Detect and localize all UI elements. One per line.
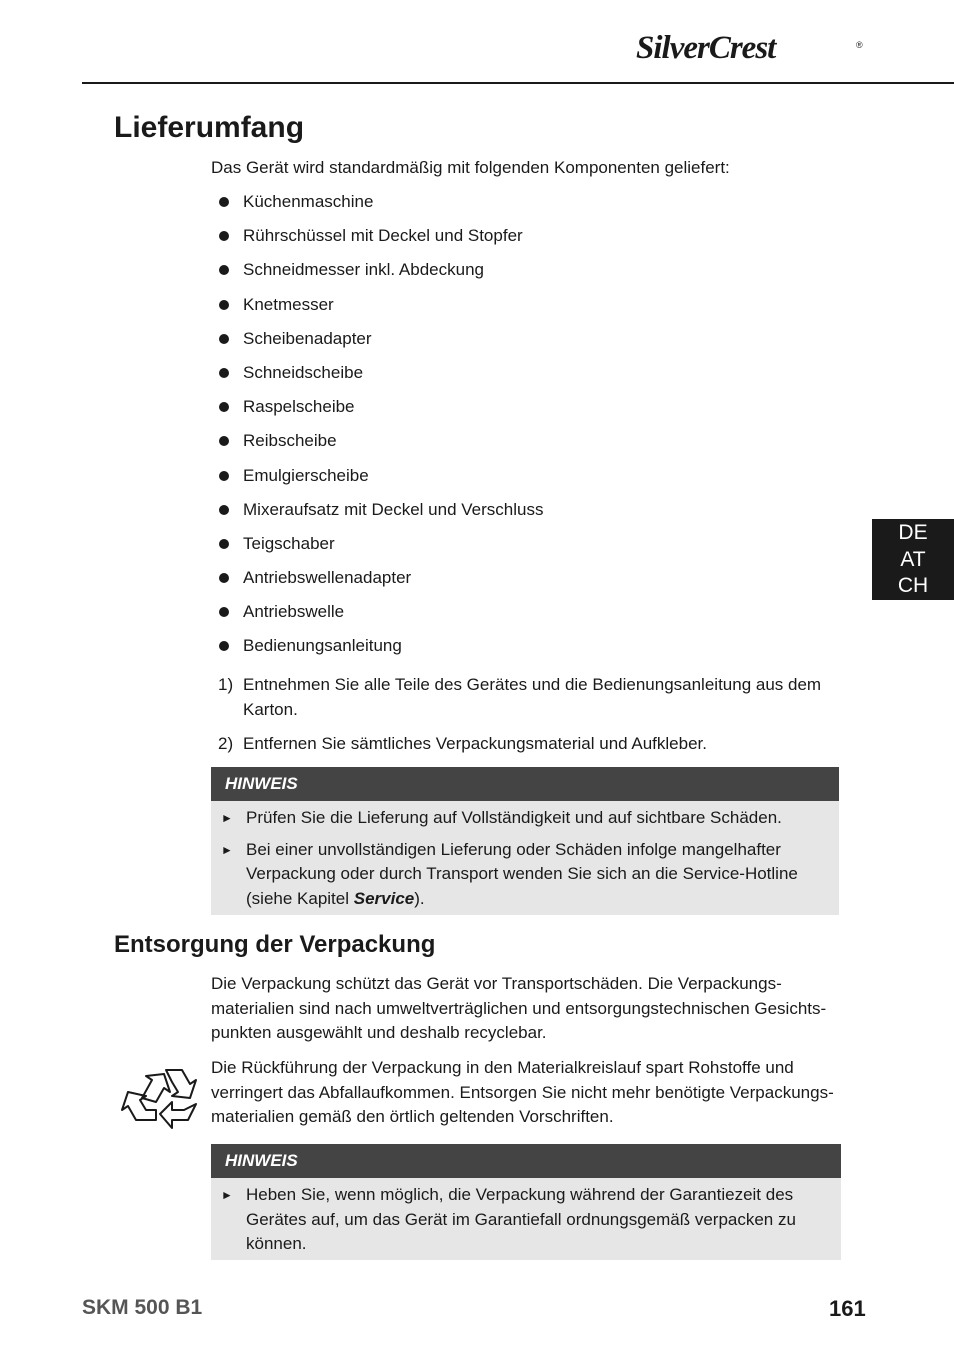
bullet-icon: [219, 436, 229, 446]
step-number: 1): [218, 675, 234, 694]
bullet-icon: [219, 300, 229, 310]
bullet-icon: [219, 265, 229, 275]
step-2: [218, 732, 858, 757]
bullet-icon: [219, 641, 229, 651]
step-text: Entfernen Sie sämtliches Verpackungsmaterial und Aufkleber.: [243, 734, 707, 753]
chapter-reference: Service: [353, 888, 415, 908]
note-box: [211, 767, 839, 915]
section-title-lieferumfang: Lieferumfang: [114, 111, 305, 144]
recycling-paragraph: Die Rückführung der Verpackung in den Materialkreislauf spart Rohstoffe und verringert das Abfallaufkommen. Entsorgen Sie nicht mehr benötigte Verpackungsmaterialien gemäß den örtlich geltenden Vorschriften.: [211, 1058, 834, 1126]
bullet-icon: [219, 231, 229, 241]
bullet-icon: [219, 402, 229, 412]
arrow-icon: ►: [221, 811, 233, 825]
bullet-icon: [219, 505, 229, 515]
note-box: [211, 1144, 841, 1260]
section-title-entsorgung: Entsorgung der Verpackung: [114, 931, 436, 958]
bullet-icon: [219, 539, 229, 549]
footer-model: SKM 500 B1: [82, 1296, 203, 1319]
note-item: ► Prüfen Sie die Lieferung auf Vollständigkeit und auf sichtbare Schäden.: [211, 806, 839, 831]
bullet-icon: [219, 573, 229, 583]
recycle-icon: [120, 1058, 204, 1138]
bullet-icon: [219, 197, 229, 207]
note-item: ► Heben Sie, wenn möglich, die Verpackung während der Garantiezeit des Gerätes auf, um das Gerät im Garantiefall ordnungsgemäß verpacken zu können.: [221, 1185, 796, 1253]
step-text: Entnehmen Sie alle Teile des Gerätes und die Bedienungsanleitung aus dem Karton.: [243, 675, 822, 719]
note-heading: HINWEIS: [211, 767, 839, 801]
step-number: 2): [218, 734, 234, 753]
brand-logo: SilverCrest: [636, 30, 776, 66]
bullet-icon: [219, 334, 229, 344]
note-item: ► Bei einer unvollständigen Lieferung oder Schäden infolge mangelhafter Verpackung oder durch Transport wenden Sie sich an die Service-Hotline (siehe Kapitel Service).: [221, 839, 798, 908]
note-heading: HINWEIS: [211, 1144, 841, 1178]
language-tab: [872, 519, 954, 600]
arrow-icon: ►: [221, 1188, 233, 1202]
page-number: 161: [829, 1296, 866, 1321]
step-1: [218, 673, 858, 723]
intro-text: Das Gerät wird standardmäßig mit folgenden Komponenten geliefert:: [211, 158, 730, 177]
bullet-icon: [219, 471, 229, 481]
bullet-icon: [219, 607, 229, 617]
registered-mark: ®: [856, 40, 863, 50]
bullet-icon: [219, 368, 229, 378]
header-rule: [82, 82, 954, 84]
lang-ch: CH: [897, 574, 929, 597]
arrow-icon: ►: [221, 842, 233, 857]
lang-at: AT: [900, 547, 926, 571]
packaging-paragraph: Die Verpackung schützt das Gerät vor Transportschäden. Die Verpackungsmaterialien sind nach umweltverträglichen und entsorgungstechnischen Gesichtspunkten ausgewählt und deshalb recyclebar.: [211, 974, 827, 1042]
lang-de: DE: [898, 521, 928, 544]
